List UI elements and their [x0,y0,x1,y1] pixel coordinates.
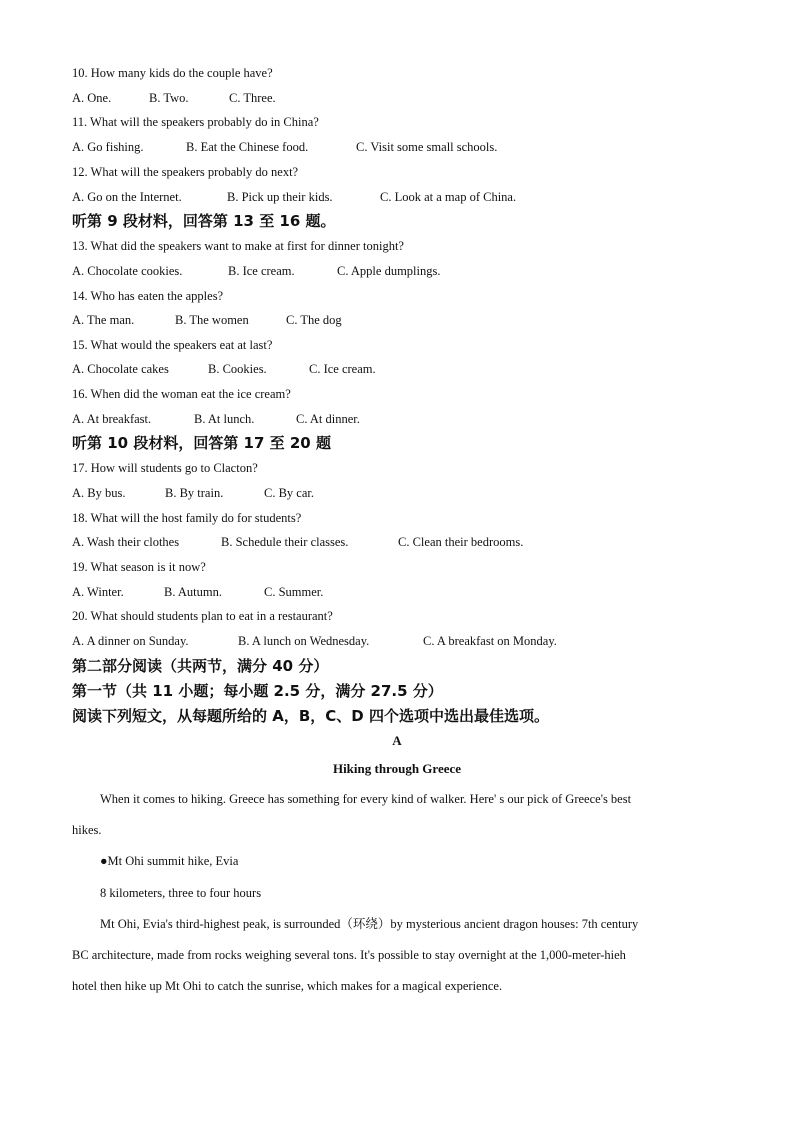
section-heading-9: 听第 9 段材料，回答第 13 至 16 题。 [72,212,336,230]
option-c: C. The dog [286,313,342,327]
question-12: 12. What will the speakers probably do next? [72,165,299,179]
question-11: 11. What will the speakers probably do in China? [72,115,319,129]
passage-body-line-2: BC architecture, made from rocks weighing several tons. It's possible to stay overnight at the 1,000-meter-hieh [72,948,626,962]
option-c: C. At dinner. [296,412,360,426]
option-a: A. By bus. [72,486,126,500]
option-a: A. At breakfast. [72,412,152,426]
passage-intro-line-1: When it comes to hiking. Greece has something for every kind of walker. Here' s our pick of Greece's best [100,792,632,806]
option-a: A. Chocolate cookies. [72,264,183,278]
option-c: C. By car. [264,486,314,500]
reading-instructions: 阅读下列短文，从每题所给的 A，B，C、D 四个选项中选出最佳选项。 [72,707,549,725]
question-20: 20. What should students plan to eat in a restaurant? [72,609,333,623]
option-a: A. Winter. [72,585,124,599]
option-b: B. Pick up their kids. [227,190,333,204]
option-c: C. Apple dumplings. [337,264,441,278]
option-c: C. Three. [229,91,276,105]
option-b: B. At lunch. [194,412,255,426]
option-a: A. Go on the Internet. [72,190,182,204]
option-c: C. Clean their bedrooms. [398,535,524,549]
question-10: 10. How many kids do the couple have? [72,66,273,80]
option-b: B. Eat the Chinese food. [186,140,309,154]
option-c: C. Look at a map of China. [380,190,517,204]
option-c: C. A breakfast on Monday. [423,634,557,648]
question-15: 15. What would the speakers eat at last? [72,338,273,352]
option-b: B. Schedule their classes. [221,535,349,549]
option-b: B. Autumn. [164,585,222,599]
section-heading-10: 听第 10 段材料，回答第 17 至 20 题 [72,434,331,452]
passage-title: Hiking through Greece [332,761,462,776]
question-17: 17. How will students go to Clacton? [72,461,258,475]
option-b: B. Ice cream. [228,264,295,278]
option-c: C. Visit some small schools. [356,140,498,154]
question-16: 16. When did the woman eat the ice cream? [72,387,291,401]
question-19: 19. What season is it now? [72,560,206,574]
question-13: 13. What did the speakers want to make at first for dinner tonight? [72,239,404,253]
option-a: A. One. [72,91,112,105]
option-b: B. The women [175,313,249,327]
question-14: 14. Who has eaten the apples? [72,289,224,303]
option-c: C. Summer. [264,585,324,599]
hike-distance: 8 kilometers, three to four hours [100,886,262,900]
question-18: 18. What will the host family do for students? [72,511,302,525]
passage-intro-line-2: hikes. [72,823,102,837]
option-c: C. Ice cream. [309,362,376,376]
option-b: B. Two. [149,91,189,105]
passage-letter: A [392,733,402,748]
passage-body-line-1: Mt Ohi, Evia's third-highest peak, is surrounded（环绕）by mysterious ancient dragon houses: 7th century [100,917,639,931]
section-one-heading: 第一节（共 11 小题；每小题 2.5 分，满分 27.5 分） [72,682,443,700]
option-a: A. A dinner on Sunday. [72,634,189,648]
option-b: B. A lunch on Wednesday. [238,634,370,648]
option-a: A. The man. [72,313,135,327]
option-b: B. By train. [165,486,224,500]
option-a: A. Wash their clothes [72,535,180,549]
option-a: A. Go fishing. [72,140,144,154]
passage-body-line-3: hotel then hike up Mt Ohi to catch the sunrise, which makes for a magical experience. [72,979,503,993]
option-a: A. Chocolate cakes [72,362,169,376]
option-b: B. Cookies. [208,362,267,376]
hike-bullet-title: ●Mt Ohi summit hike, Evia [100,854,239,868]
part-two-heading: 第二部分阅读（共两节，满分 40 分） [72,657,329,675]
